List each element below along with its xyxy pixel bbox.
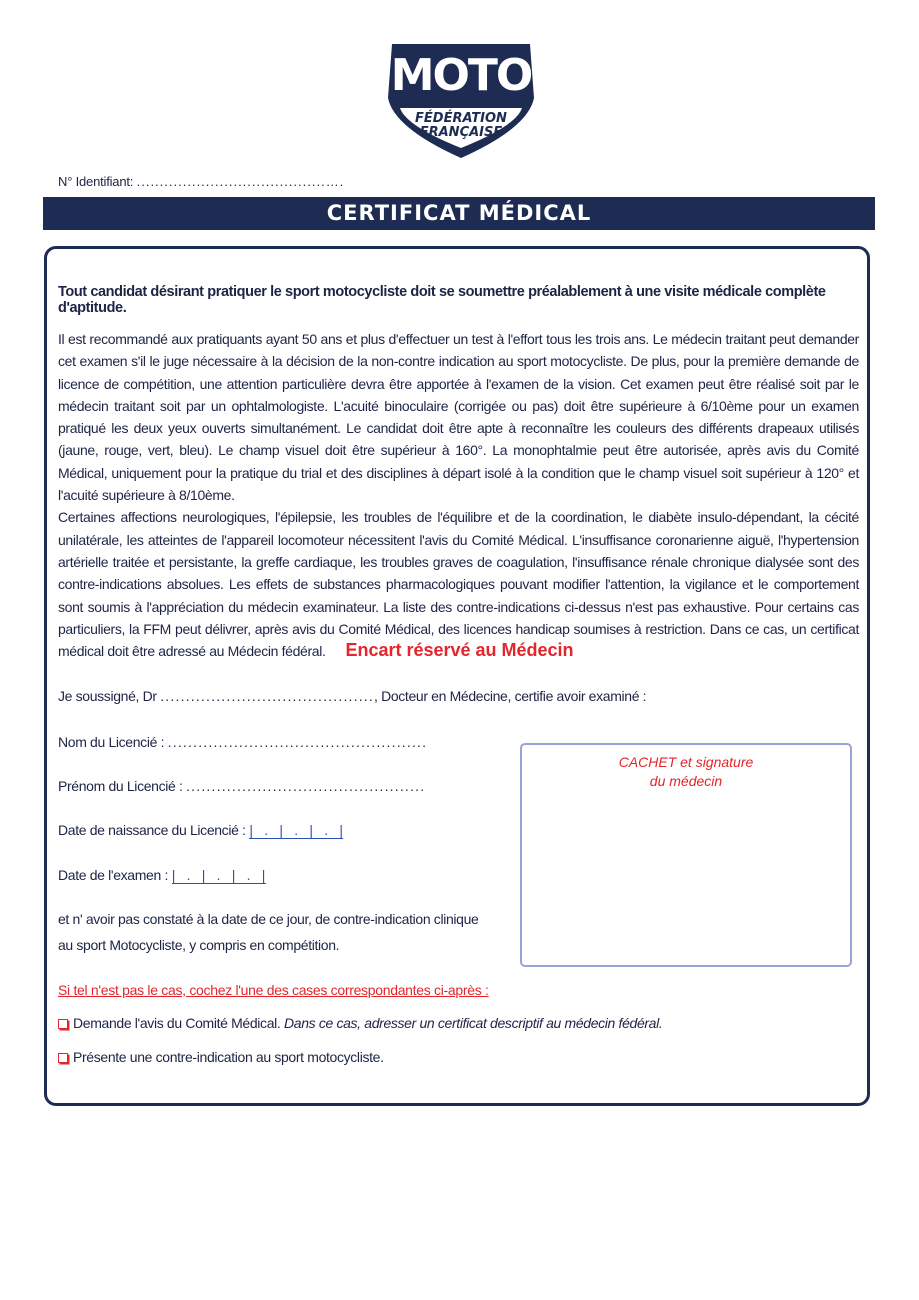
document-title: CERTIFICAT MÉDICAL [326,201,592,225]
option-contre-indication[interactable] [58,1049,384,1065]
identifiant-label: N° Identifiant: [58,174,134,189]
logo-wordmark: MOTO [390,50,532,101]
title-bar [43,197,875,230]
intro-text: Tout candidat désirant pratiquer le sport motocycliste doit se soumettre préalablement à une visite médicale complète d'aptitude. [58,284,826,316]
soussigne-suffix: , Docteur en Médecine, certifie avoir examiné : [373,688,647,704]
ffm-logo [378,40,544,162]
ffm-shield-logo [378,40,544,162]
soussigne-prefix: Je soussigné, Dr [58,688,157,704]
checkbox-avis-comite[interactable] [58,1019,68,1029]
doctor-name-dots: .......................................... [160,688,374,704]
paragraph-vision: Il est recommandé aux pratiquants ayant 50 ans et plus d'effectuer un test à l'effort tous les trois ans. Le médecin traitant peut demander cet examen s'il le juge nécessaire à la décision de la non-contre indication au sport motocycliste. De plus, pour la première demande de licence de compétition, une attention particulière devra être apportée à l'examen de la vision. Cet examen peut être réalisé soit par le médecin traitant soit par un ophtalmologiste. L'acuité binoculaire (corrigée ou pas) doit être supérieure à 6/10ème pour un examen pratiqué les deux yeux ouverts simultanément. Le candidat doit être apte à reconnaître les couleurs des différents drapeaux utilisés (jaune, rouge, vert, bleu). Le champ visuel doit être supérieur à 160°. La monophtalmie peut être autorisée, après avis du Comité Médical, uniquement pour la pratique du trial et des disciplines à départ isolé à la condition que le champ visuel soit supérieur à 120° et l'acuité supérieure à 8/10ème. [58,331,859,504]
checkbox-contre-indication[interactable] [58,1053,68,1063]
nom-dots: ................................................... [167,734,428,750]
examen-date-input[interactable]: | . | . | . | [171,867,266,883]
naissance-label: Date de naissance du Licencié : [58,822,246,838]
stamp-signature-box[interactable] [520,743,852,967]
encart-title: Encart réservé au Médecin [345,640,574,660]
constat-line1: et n' avoir pas constaté à la date de ce jour, de contre-indication clinique [58,911,479,927]
nom-field[interactable] [58,734,427,750]
stamp-line1: CACHET et signature [618,754,754,770]
prenom-field[interactable] [58,778,425,794]
logo-line1: FÉDÉRATION [415,111,507,126]
prenom-dots: ............................................... [186,778,426,794]
prenom-label: Prénom du Licencié : [58,778,183,794]
body-text [58,328,859,662]
stamp-label [522,753,850,791]
examen-field[interactable] [58,867,266,884]
constat-line2: au sport Motocycliste, y compris en compétition. [58,937,340,953]
naissance-field[interactable] [58,822,343,839]
logo-line2: FRANÇAISE [419,125,503,140]
option-avis-comite[interactable] [58,1015,662,1031]
nom-label: Nom du Licencié : [58,734,165,750]
stamp-line2: du médecin [649,773,723,789]
examen-label: Date de l'examen : [58,867,168,883]
warning-text: Si tel n'est pas le cas, cochez l'une des cases correspondantes ci-après : [58,982,489,998]
naissance-date-input[interactable]: | . | . | . | [249,822,343,838]
identifiant-dots: .........................................…. [136,174,345,189]
identifiant-field[interactable] [58,174,344,189]
option2-text: Présente une contre-indication au sport motocycliste. [73,1049,384,1065]
option1-text: Demande l'avis du Comité Médical. [73,1015,281,1031]
paragraph-affections: Certaines affections neurologiques, l'épilepsie, les troubles de l'équilibre et de la coordination, le diabète insulo-dépendant, la cécité unilatérale, les atteintes de l'appareil locomoteur nécessitent l'avis du Comité Médical. L'insuffisance coronarienne aiguë, l'hypertension artérielle traitée et persistante, la greffe cardiaque, les troubles graves de coagulation, l'insuffisance rénale chronique dialysée sont des contre-indications absolues. Les effets de substances pharmacologiques pouvant modifier l'attention, la vigilance et le comportement sont soumis à l'appréciation du médecin examinateur. La liste des contre-indications ci-dessus n'est pas exhaustive. Pour certains cas particuliers, la FFM peut délivrer, après avis du Comité Médical, des licences handicap soumises à restriction. Dans ce cas, un certificat médical doit être adressé au Médecin fédéral. [58,509,859,660]
soussigne-line[interactable] [58,688,646,704]
option1-italic: Dans ce cas, adresser un certificat descriptif au médecin fédéral. [284,1015,663,1031]
